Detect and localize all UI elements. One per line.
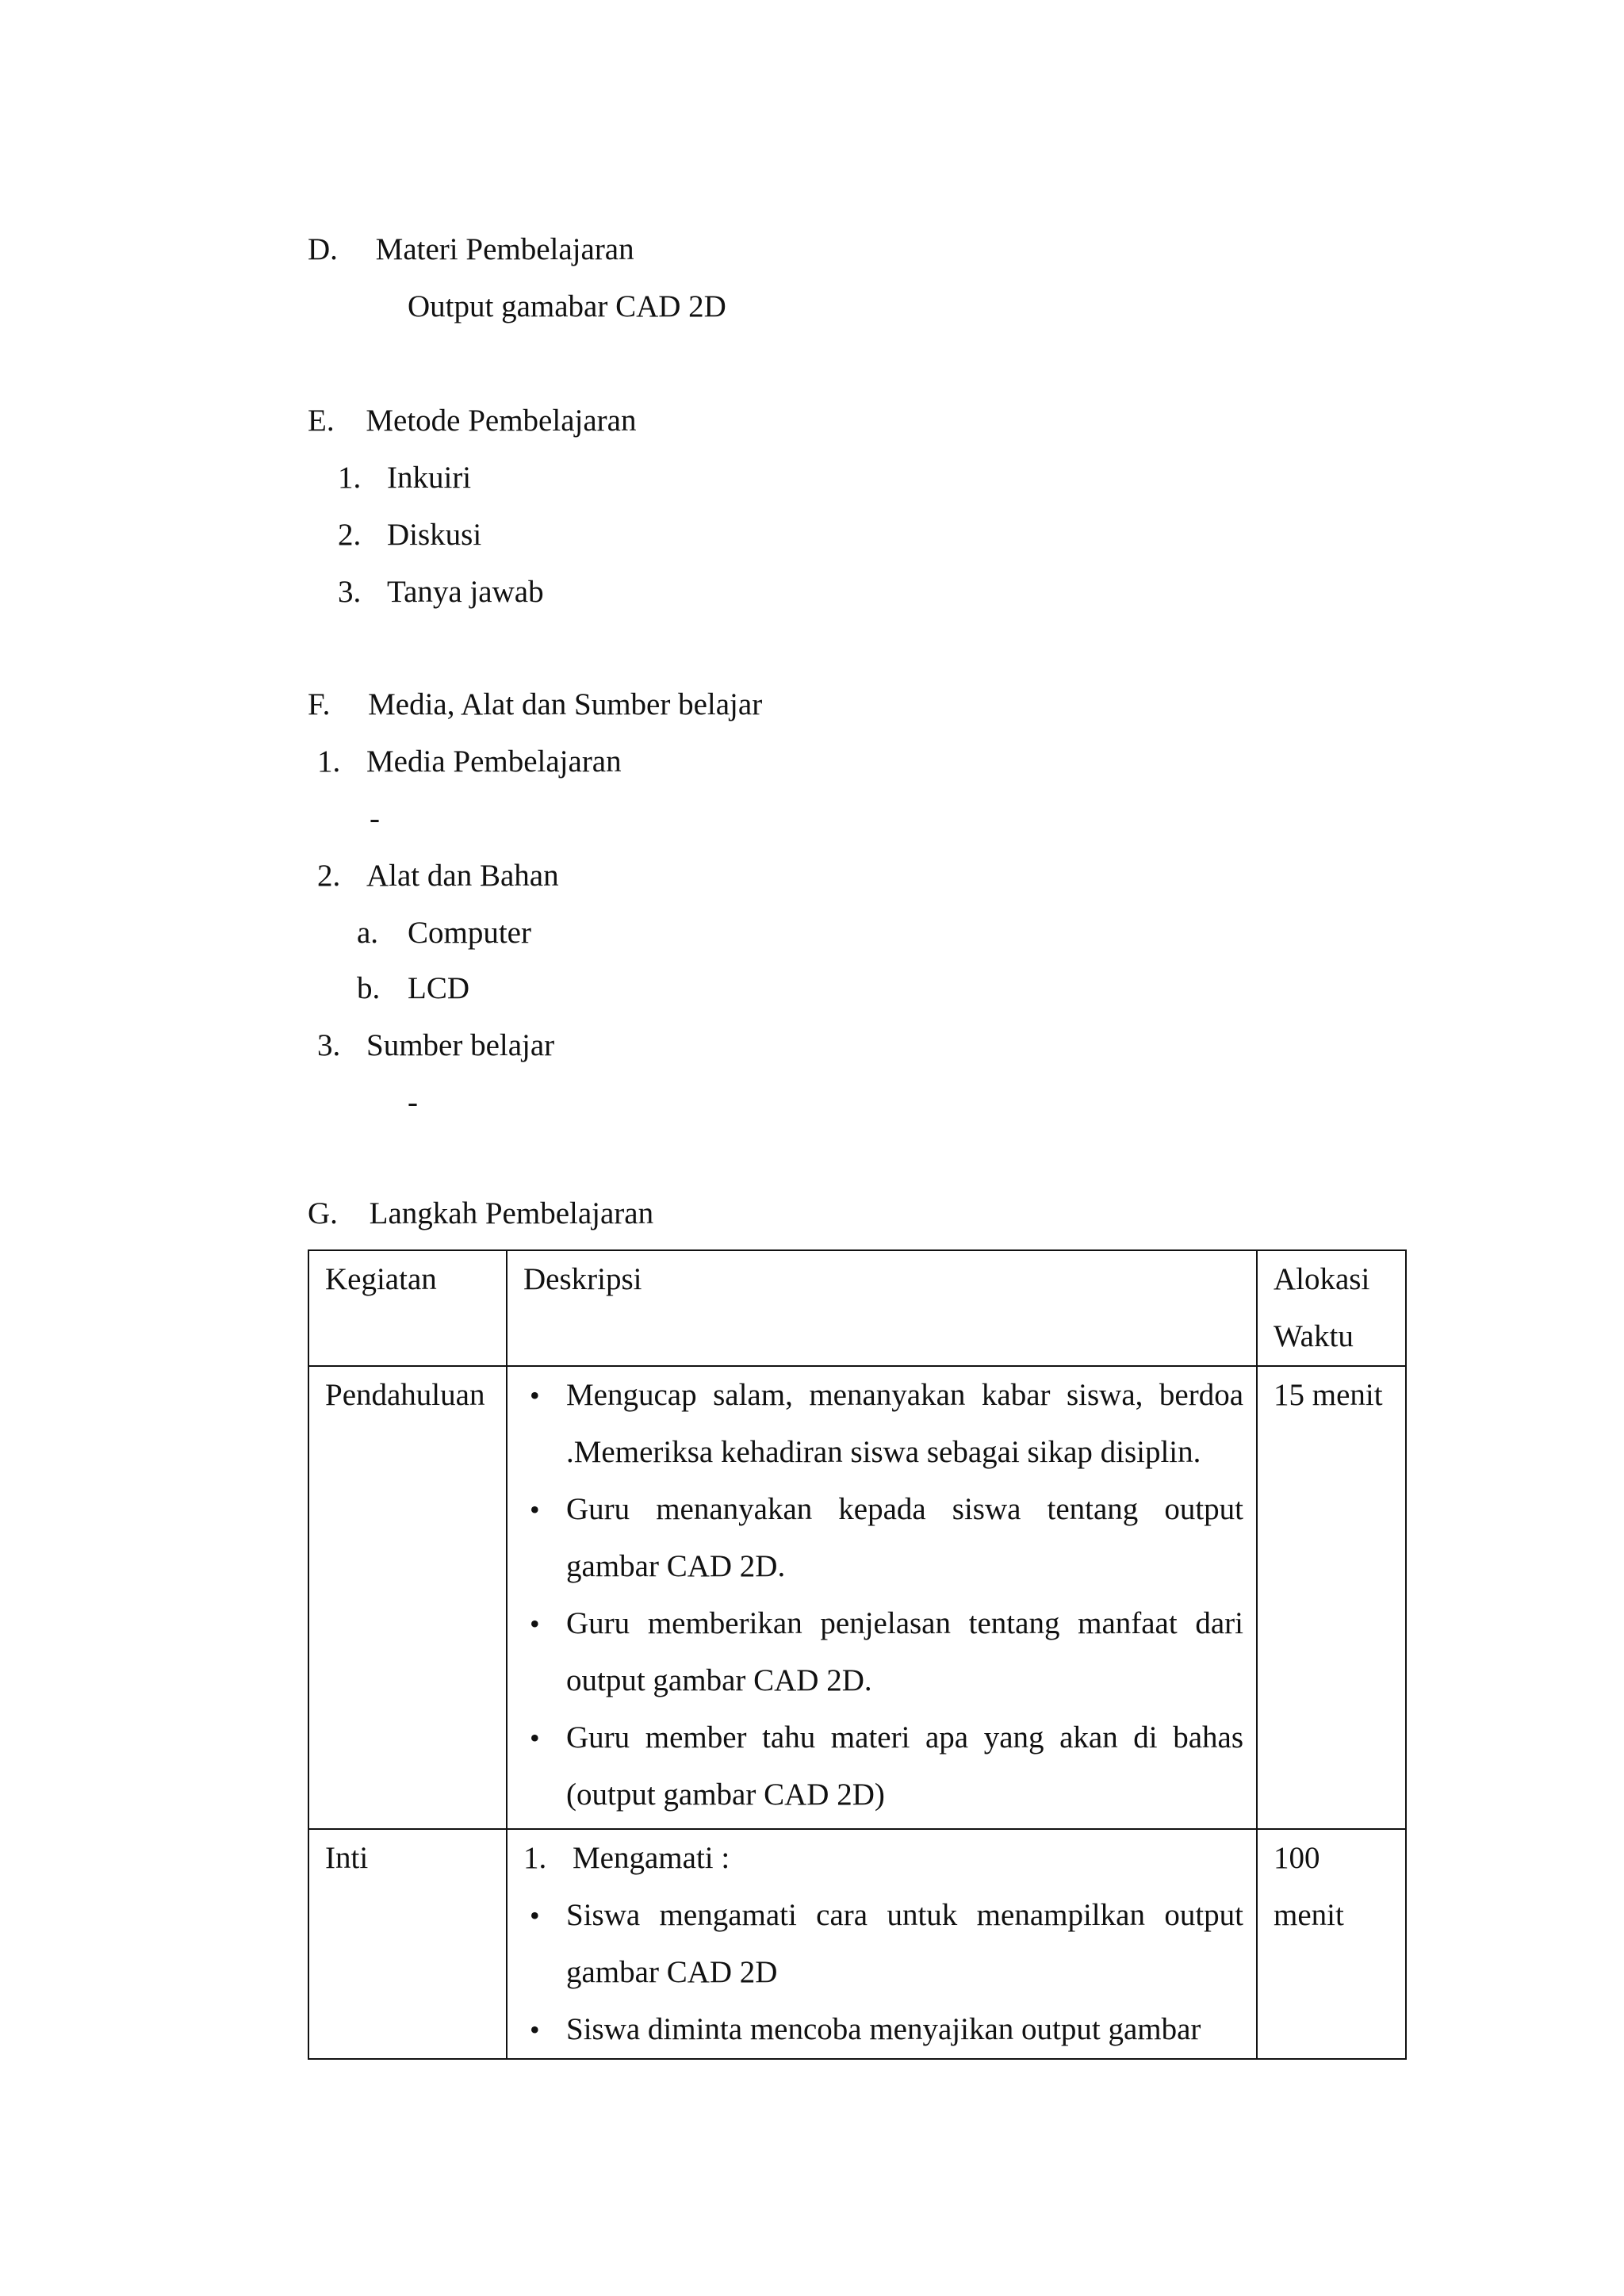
list-dash: - <box>370 802 380 836</box>
section-d-heading <box>308 232 634 269</box>
header-kegiatan: Kegiatan <box>308 1250 507 1366</box>
list-item: • Siswa mengamati cara untuk menampilkan output gambar CAD 2D <box>523 1887 1243 2001</box>
row-waktu: 100 menit <box>1257 1829 1406 2059</box>
list-item: 1. Inkuiri <box>338 461 472 495</box>
section-g-heading <box>308 1196 653 1233</box>
section-title: Materi Pembelajaran <box>375 232 634 266</box>
list-item: • Siswa diminta mencoba menyajikan output gambar <box>523 2001 1243 2058</box>
header-alokasi: Alokasi Waktu <box>1257 1250 1406 1366</box>
list-item: • Mengucap salam, menanyakan kabar siswa, berdoa .Memeriksa kehadiran siswa sebagai sikap disiplin. <box>523 1367 1243 1481</box>
section-letter: E. <box>308 404 335 438</box>
list-item: 2. Diskusi <box>338 518 482 552</box>
list-item: 3. Sumber belajar <box>317 1028 555 1062</box>
sub-list-item: a. Computer <box>357 916 531 950</box>
table-header-row <box>308 1250 1406 1366</box>
list-dash: - <box>408 1085 418 1119</box>
sub-list-item: b. LCD <box>357 971 469 1005</box>
list-item: 1. Media Pembelajaran <box>317 744 622 779</box>
step-heading: 1. Mengamati : <box>523 1841 730 1875</box>
row-deskripsi <box>507 1829 1257 2059</box>
row-deskripsi <box>507 1366 1257 1829</box>
list-item: • Guru member tahu materi apa yang akan di bahas (output gambar CAD 2D) <box>523 1709 1243 1823</box>
table-row <box>308 1829 1406 2059</box>
section-letter: F. <box>308 687 331 721</box>
section-e-heading <box>308 403 636 440</box>
list-item: 2. Alat dan Bahan <box>317 859 559 893</box>
row-waktu: 15 menit <box>1257 1366 1406 1829</box>
row-kegiatan: Pendahuluan <box>308 1366 507 1829</box>
section-title: Langkah Pembelajaran <box>369 1196 654 1230</box>
list-item: 3. Tanya jawab <box>338 575 544 609</box>
section-d-content: Output gamabar CAD 2D <box>408 289 726 323</box>
header-deskripsi: Deskripsi <box>507 1250 1257 1366</box>
row-kegiatan: Inti <box>308 1829 507 2059</box>
section-letter: G. <box>308 1196 338 1230</box>
section-letter: D. <box>308 232 338 266</box>
table-row <box>308 1366 1406 1829</box>
list-item: • Guru memberikan penjelasan tentang manfaat dari output gambar CAD 2D. <box>523 1595 1243 1709</box>
section-title: Media, Alat dan Sumber belajar <box>368 687 763 721</box>
section-f-heading <box>308 687 762 724</box>
lesson-steps-table <box>308 1249 1407 2060</box>
section-title: Metode Pembelajaran <box>366 404 637 438</box>
list-item: • Guru menanyakan kepada siswa tentang output gambar CAD 2D. <box>523 1481 1243 1595</box>
